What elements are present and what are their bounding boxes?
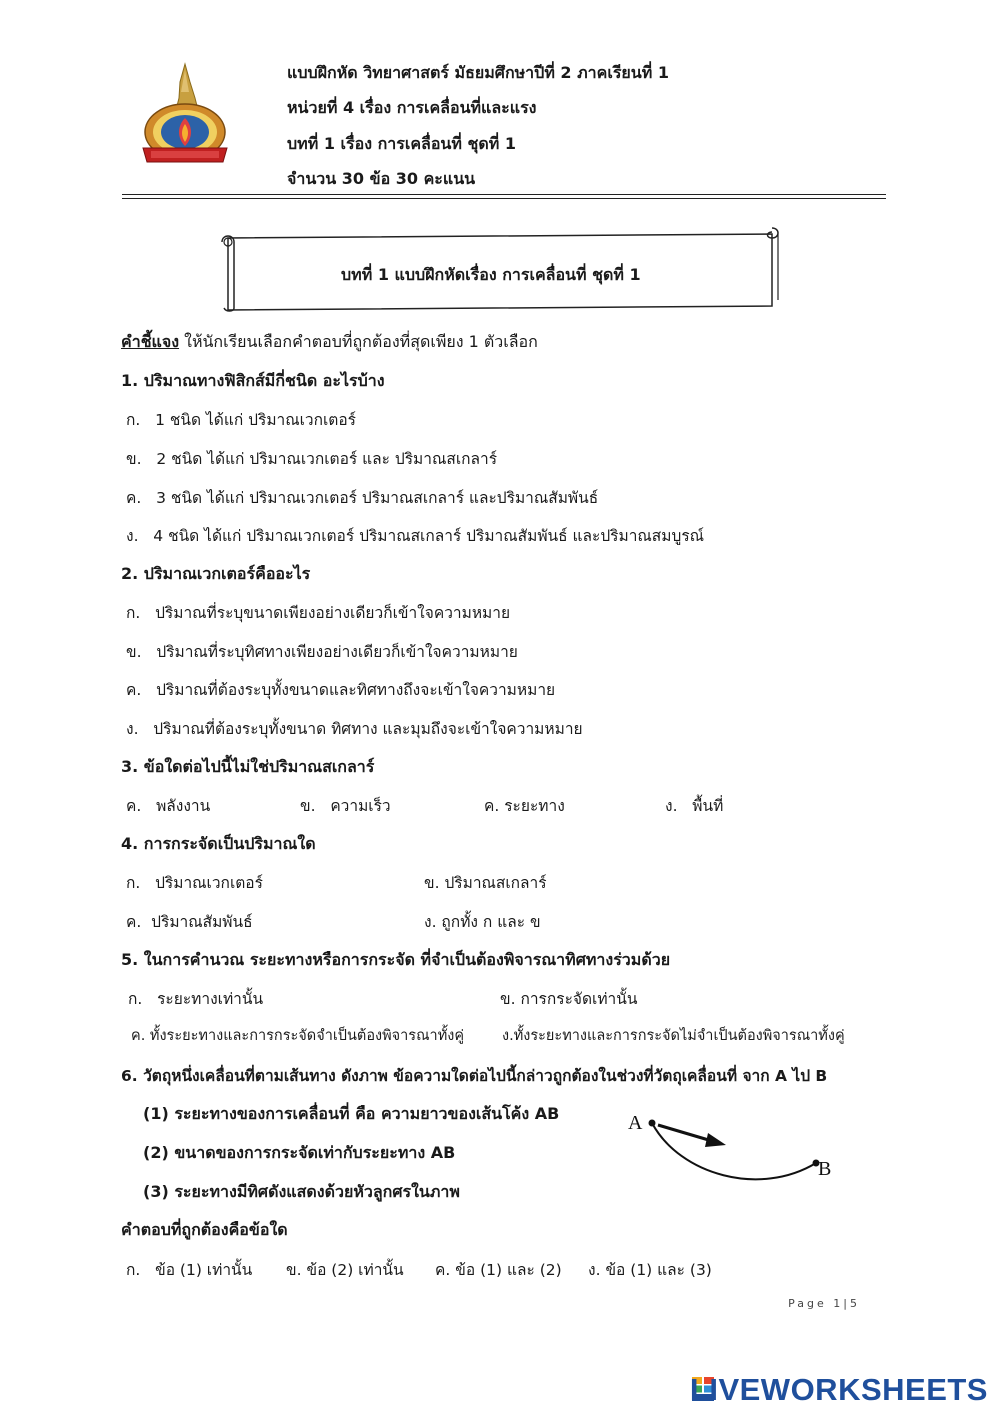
liveworksheets-brand[interactable]: LIVEWORKSHEETS [689, 1372, 988, 1407]
option-text: ง. ถูกทั้ง ก และ ข [424, 913, 541, 931]
q5-option-d[interactable] [502, 1024, 845, 1047]
option-letter: ค. [126, 489, 142, 507]
arrow-head-icon [705, 1133, 726, 1147]
option-text: ข. ปริมาณสเกลาร์ [424, 874, 547, 892]
q6-option-d[interactable] [588, 1257, 712, 1282]
header-rule-thin [122, 198, 886, 199]
option-letter: ข. [126, 450, 142, 468]
q5-option-b[interactable] [500, 986, 637, 1011]
question-3-text: 3. ข้อใดต่อไปนี้ไม่ใช่ปริมาณสเกลาร์ [121, 757, 375, 776]
option-text: ระยะทางเท่านั้น [157, 990, 264, 1008]
option-text: ปริมาณสัมพันธ์ [151, 913, 253, 931]
option-text: ง.ทั้งระยะทางและการกระจัดไม่จำเป็นต้องพิจารณาทั้งคู่ [502, 1028, 845, 1044]
option-text: ข้อ (2) เท่านั้น [306, 1261, 404, 1279]
option-letter: ข. [126, 643, 142, 661]
q6-prompt: คำตอบที่ถูกต้องคือข้อใด [121, 1220, 288, 1239]
path-diagram [620, 1105, 840, 1200]
option-letter: ง. [126, 720, 139, 738]
q2-option-c[interactable] [126, 677, 555, 702]
q6-statement-2: (2) ขนาดของการกระจัดเท่ากับระยะทาง AB [143, 1143, 456, 1162]
q6-option-c[interactable] [435, 1257, 562, 1282]
option-text: พลังงาน [156, 797, 211, 815]
question-1-text: 1. ปริมาณทางฟิสิกส์มีกี่ชนิด อะไรบ้าง [121, 371, 385, 390]
option-text: ทั้งระยะทางและการกระจัดจำเป็นต้องพิจารณาทั้งคู่ [149, 1028, 465, 1044]
point-a-dot [649, 1120, 656, 1127]
q6-option-a[interactable] [126, 1257, 252, 1282]
option-text: ข้อ (1) เท่านั้น [155, 1261, 253, 1279]
q6-statement-1: (1) ระยะทางของการเคลื่อนที่ คือ ความยาวของเส้นโค้ง AB [143, 1104, 560, 1123]
option-text: 4 ชนิด ได้แก่ ปริมาณเวกเตอร์ ปริมาณสเกลาร์ ปริมาณสัมพันธ์ และปริมาณสมบูรณ์ [153, 527, 705, 545]
q1-option-b[interactable] [126, 446, 497, 471]
option-letter: ข. [300, 797, 316, 815]
option-letter: ค. [435, 1261, 451, 1279]
page-number: Page 1|5 [788, 1297, 860, 1310]
option-text: ความเร็ว [330, 797, 391, 815]
banner-title: บทที่ 1 แบบฝึกหัดเรื่อง การเคลื่อนที่ ชุดที่ 1 [341, 265, 641, 284]
option-text: ปริมาณที่ต้องระบุทั้งขนาดและทิศทางถึงจะเข้าใจความหมาย [156, 681, 556, 699]
question-5-text: 5. ในการคำนวณ ระยะทางหรือการกระจัด ที่จำเป็นต้องพิจารณาทิศทางร่วมด้วย [121, 950, 671, 969]
q5-option-a[interactable] [128, 986, 263, 1011]
q1-option-a[interactable] [126, 407, 356, 432]
option-text: 3 ชนิด ได้แก่ ปริมาณเวกเตอร์ ปริมาณสเกลาร์ และปริมาณสัมพันธ์ [156, 489, 599, 507]
header-line-4: จำนวน 30 ข้อ 30 คะแนน [287, 169, 476, 188]
q6-statement-3: (3) ระยะทางมีทิศดังแสดงด้วยหัวลูกศรในภาพ [143, 1182, 460, 1201]
option-letter: ค. [131, 1028, 146, 1044]
header-line-3: บทที่ 1 เรื่อง การเคลื่อนที่ ชุดที่ 1 [287, 134, 516, 153]
q2-option-d[interactable] [126, 716, 583, 741]
instruction [121, 330, 538, 355]
option-text: พื้นที่ [692, 797, 724, 815]
q4-option-c[interactable] [126, 909, 253, 934]
point-b-label: B [818, 1158, 832, 1180]
q1-option-c[interactable] [126, 485, 598, 510]
option-letter: ค. [126, 913, 142, 931]
option-letter: ก. [126, 1261, 141, 1279]
option-text: ปริมาณที่ต้องระบุทั้งขนาด ทิศทาง และมุมถึงจะเข้าใจความหมาย [153, 720, 583, 738]
option-letter: ง. [588, 1261, 601, 1279]
option-text: ค. ระยะทาง [484, 797, 565, 815]
school-emblem-icon [137, 62, 233, 174]
q2-option-a[interactable] [126, 600, 510, 625]
question-4-text: 4. การกระจัดเป็นปริมาณใด [121, 834, 316, 853]
option-letter: ค. [126, 681, 142, 699]
instruction-text: ให้นักเรียนเลือกคำตอบที่ถูกต้องที่สุดเพียง 1 ตัวเลือก [179, 332, 538, 351]
question-2-text: 2. ปริมาณเวกเตอร์คืออะไร [121, 564, 311, 583]
option-text: 1 ชนิด ได้แก่ ปริมาณเวกเตอร์ [155, 411, 357, 429]
option-letter: ง. [665, 797, 678, 815]
option-letter: ก. [126, 604, 141, 622]
option-text: ปริมาณเวกเตอร์ [155, 874, 263, 892]
option-letter: ก. [126, 874, 141, 892]
q4-option-a[interactable] [126, 870, 263, 895]
option-text: ปริมาณที่ระบุขนาดเพียงอย่างเดียวก็เข้าใจความหมาย [155, 604, 511, 622]
header-rule [122, 194, 886, 195]
option-text: ข้อ (1) และ (3) [605, 1261, 712, 1279]
q3-option-b[interactable] [300, 793, 391, 818]
point-a-label: A [628, 1112, 643, 1134]
arrow-shaft [658, 1125, 712, 1141]
header-line-1: แบบฝึกหัด วิทยาศาสตร์ มัธยมศึกษาปีที่ 2 ภาคเรียนที่ 1 [287, 63, 669, 82]
option-text: ปริมาณที่ระบุทิศทางเพียงอย่างเดียวก็เข้าใจความหมาย [156, 643, 518, 661]
instruction-label: คำชี้แจง [121, 332, 180, 351]
q3-option-c[interactable] [484, 793, 565, 818]
q3-option-a[interactable] [126, 793, 210, 818]
q6-option-b[interactable] [286, 1257, 404, 1282]
option-text: ข. การกระจัดเท่านั้น [500, 990, 638, 1008]
option-letter: ข. [286, 1261, 302, 1279]
q3-option-d[interactable] [665, 793, 723, 818]
q4-option-b[interactable] [424, 870, 547, 895]
q2-option-b[interactable] [126, 639, 518, 664]
q1-option-d[interactable] [126, 523, 704, 548]
q4-option-d[interactable] [424, 909, 541, 934]
option-letter: ก. [128, 990, 143, 1008]
option-text: 2 ชนิด ได้แก่ ปริมาณเวกเตอร์ และ ปริมาณสเกลาร์ [156, 450, 498, 468]
header-line-2: หน่วยที่ 4 เรื่อง การเคลื่อนที่และแรง [287, 98, 537, 117]
question-6-text: 6. วัตถุหนึ่งเคลื่อนที่ตามเส้นทาง ดังภาพ ข้อความใดต่อไปนี้กล่าวถูกต้องในช่วงที่วัตถุเคลื่อนที่ จาก A ไป B [121, 1067, 828, 1085]
option-letter: ค. [126, 797, 142, 815]
q5-option-c[interactable] [131, 1024, 464, 1047]
option-letter: ก. [126, 411, 141, 429]
option-letter: ง. [126, 527, 139, 545]
option-text: ข้อ (1) และ (2) [455, 1261, 562, 1279]
